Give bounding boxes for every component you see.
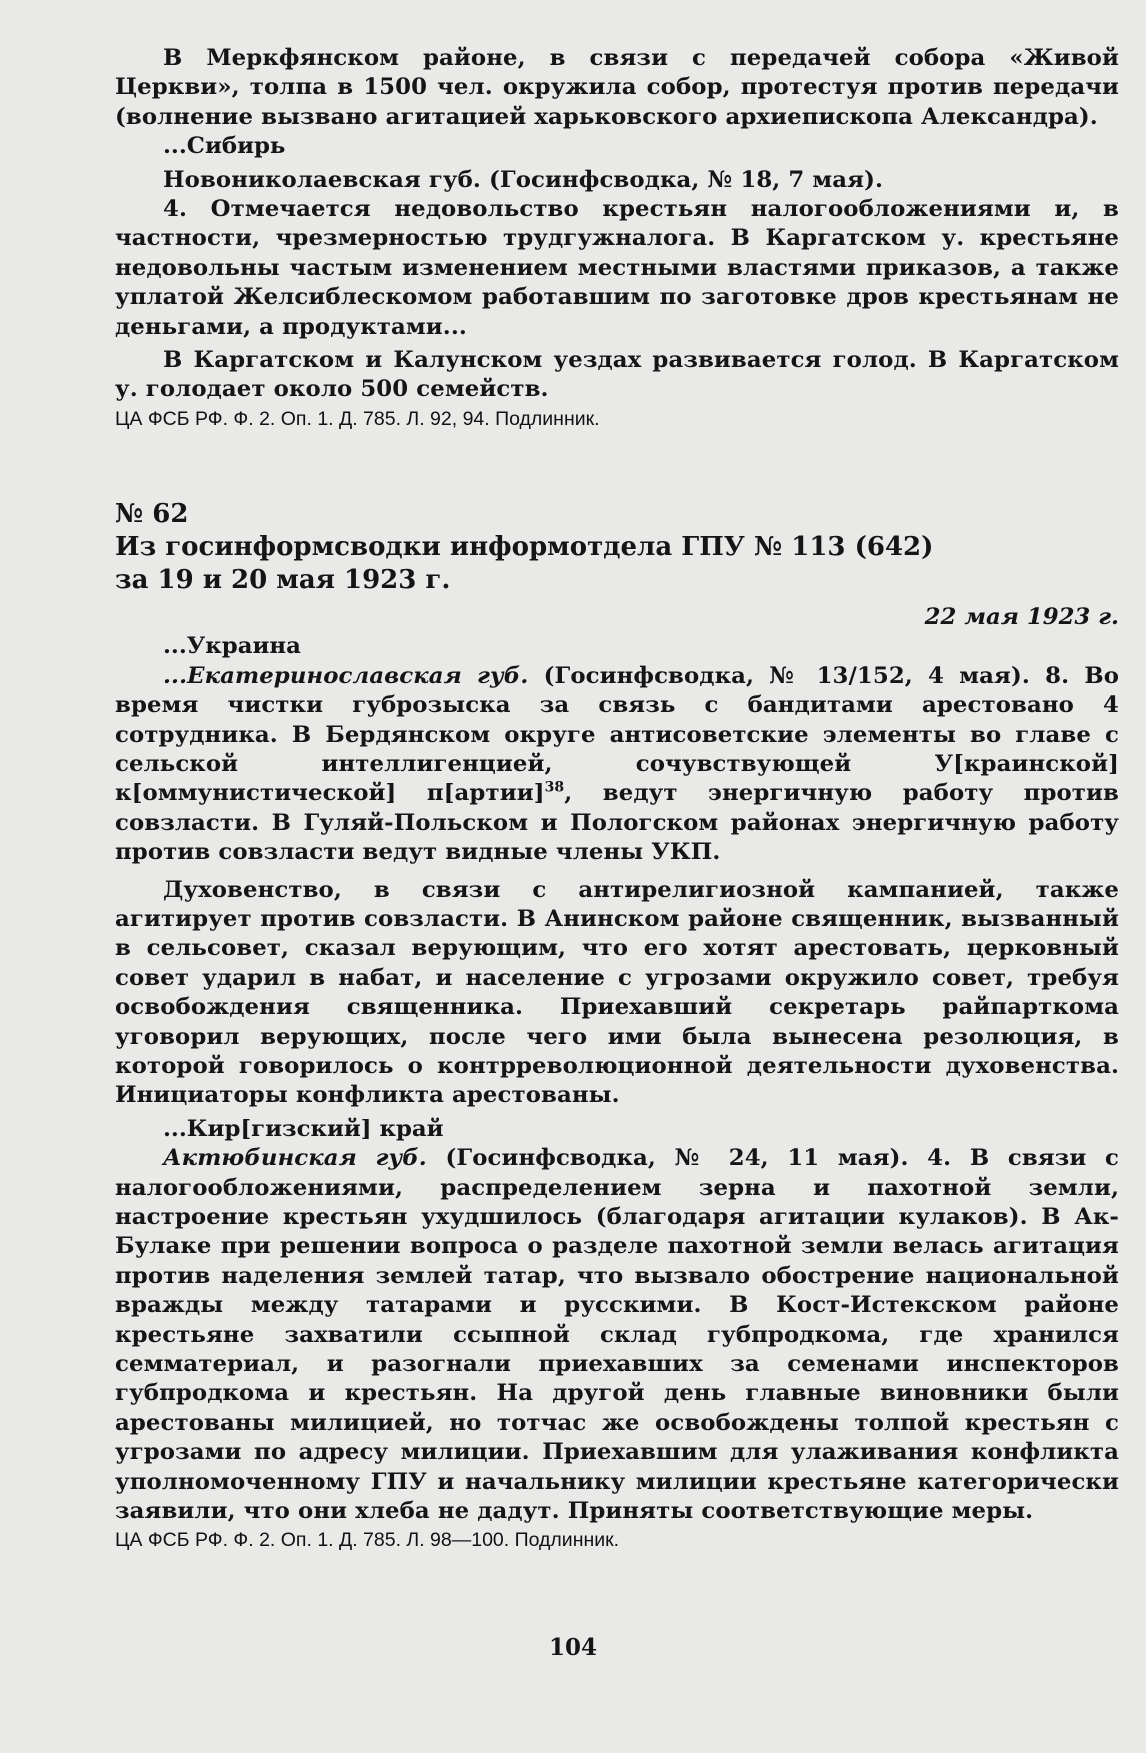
document-title-line-2: за 19 и 20 мая 1923 г.	[115, 564, 451, 595]
paragraph-merkfyansk: В Меркфянском районе, в связи с передачей собора «Живой Церкви», толпа в 1500 чел. окружила собор, протестуя против передачи (волнение вызвано агитацией харьковского архиепископа Александра).	[115, 45, 1119, 130]
document-date: 22 мая 1923 г.	[924, 603, 1119, 630]
ekaterinoslav-text-part-1: (Госинфсводка, № 13/152, 4 мая). 8. Во время чистки губрозыска за связь с бандитами арестовано 4 сотрудника. В Бердянском округе антисоветские элементы во главе с сельской интеллигенцией, сочувствующей У[краинской] к[оммунистической] п[артии]	[115, 662, 1119, 807]
page-number: 104	[548, 1634, 597, 1661]
aktyubinsk-gub-label: Актюбинская губ.	[163, 1145, 427, 1172]
novonikolaevsk-heading: Новониколаевская губ. (Госинфсводка, № 18, 7 мая).	[163, 166, 884, 193]
region-heading-kirgiz: ...Кир[гизский] край	[163, 1115, 444, 1142]
ekaterinoslav-gub-label: ...Екатеринославская губ.	[163, 662, 529, 689]
archive-source-1: ЦА ФСБ РФ. Ф. 2. Оп. 1. Д. 785. Л. 92, 94. Подлинник.	[115, 407, 600, 430]
footnote-reference: 38	[544, 779, 565, 796]
paragraph-famine: В Каргатском и Калунском уездах развивается голод. В Каргатском у. голодает около 500 семейств.	[115, 347, 1119, 403]
paragraph-aktyubinsk	[115, 1144, 1119, 1526]
paragraph-ekaterinoslav	[115, 662, 1119, 868]
ekaterinoslav-text-part-2: , ведут энергичную работу против совзласти. В Гуляй-Польском и Пологском районах энергичную работу против совзласти ведут видные члены УКП.	[115, 780, 1119, 866]
aktyubinsk-text: (Госинфсводка, № 24, 11 мая). 4. В связи с налогообложениями, распределением зерна и пахотной земли, настроение крестьян ухудшилось (благодаря агитации кулаков). В Ак-Булаке при решении вопроса о разделе пахотной земли велась агитация против наделения землей татар, что вызвало обострение национальной вражды между татарами и русскими. В Кост-Истекском районе крестьяне захватили ссыпной склад губпродкома, где хранился семматериал, и разогнали приехавших за семенами инспекторов губпродкома и крестьян. На другой день главные виновники были арестованы милицией, но тотчас же освобождены толпой крестьян с угрозами по адресу милиции. Приехавшим для улаживания конфликта уполномоченному ГПУ и начальнику милиции крестьяне категорически заявили, что они хлеба не дадут. Приняты соответствующие меры.	[115, 1145, 1119, 1525]
paragraph-clergy: Духовенство, в связи с антирелигиозной кампанией, также агитирует против совзласти. В Анинском районе священник, вызванный в сельсовет, сказал верующим, что его хотят арестовать, церковный совет ударил в набат, и население с угрозами окружило совет, требуя освобождения священника. Приехавший секретарь райпарткома уговорил верующих, после чего ими была вынесена резолюция, в которой говорилось о контрреволюционной деятельности духовенства. Инициаторы конфликта арестованы.	[115, 876, 1119, 1109]
document-number: № 62	[115, 498, 189, 529]
archive-source-2: ЦА ФСБ РФ. Ф. 2. Оп. 1. Д. 785. Л. 98—100. Подлинник.	[115, 1529, 620, 1552]
region-heading-siberia: ...Сибирь	[163, 133, 286, 160]
region-heading-ukraine: ...Украина	[163, 633, 301, 660]
paragraph-kargat-taxes: 4. Отмечается недовольство крестьян налогообложениями и, в частности, чрезмерностью трудгужналога. В Каргатском у. крестьяне недовольны частым изменением местными властями приказов, а также уплатой Желсиблескомом работавшим по заготовке дров крестьянам не деньгами, а продуктами...	[115, 196, 1119, 340]
document-title-line-1: Из госинформсводки информотдела ГПУ № 113 (642)	[115, 531, 934, 562]
